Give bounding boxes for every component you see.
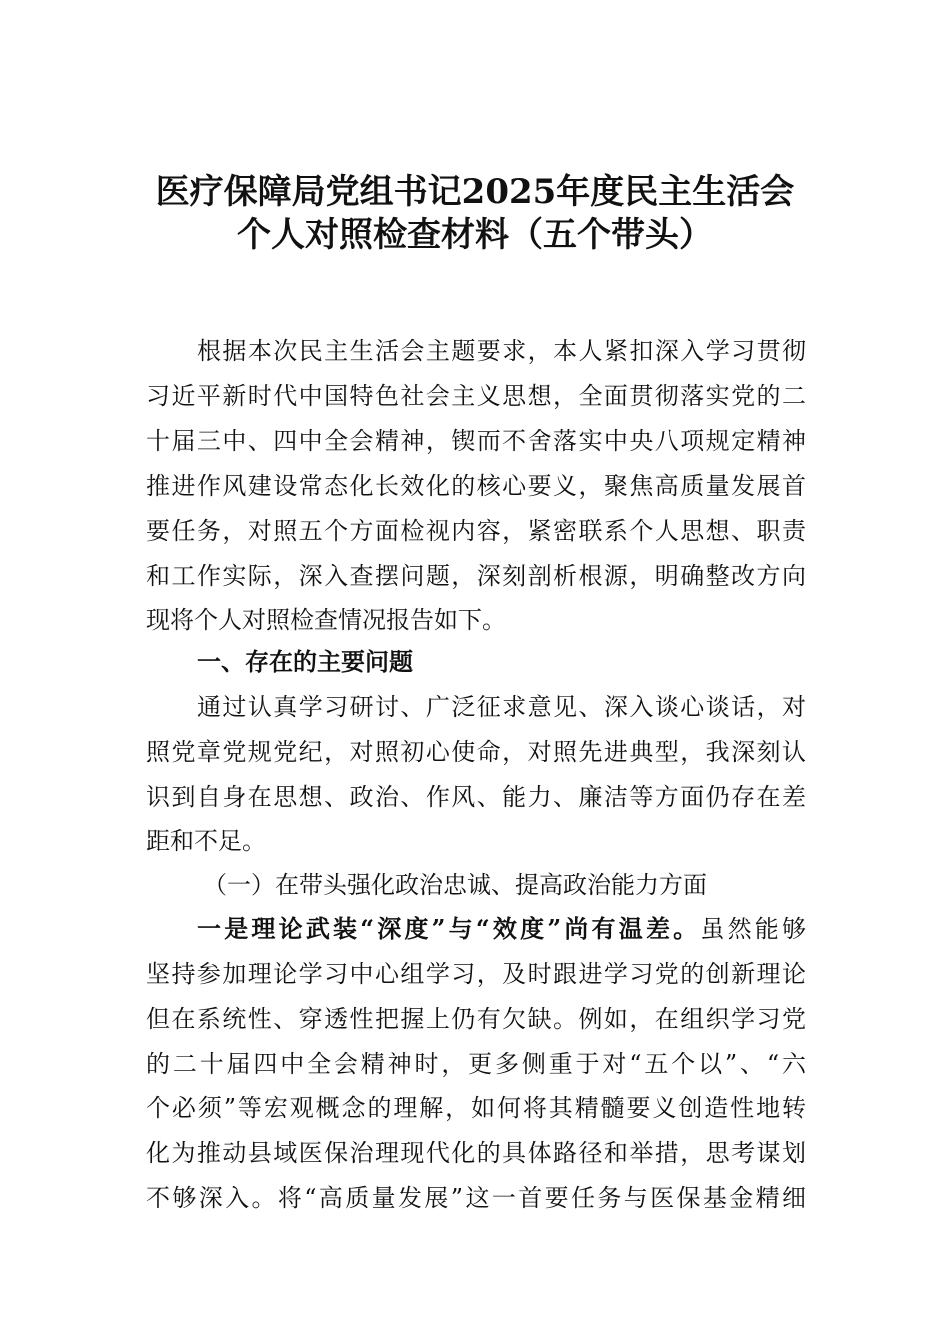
text-line: 和工作实际，深入查摆问题，深刻剖析根源，明确整改方向 xyxy=(146,562,806,590)
document-title-line-2: 个人对照检查材料（五个带头） xyxy=(237,215,713,255)
text-line: 十届三中、四中全会精神，锲而不舍落实中央八项规定精神 xyxy=(146,427,806,455)
section-heading: 一、存在的主要问题 xyxy=(197,648,413,676)
subsection-heading: （一）在带头强化政治忠诚、提高政治能力方面 xyxy=(203,871,707,899)
text-line: 的二十届四中全会精神时，更多侧重于对“五个以”、“六 xyxy=(146,1050,806,1078)
text-line: 现将个人对照检查情况报告如下。 xyxy=(146,606,506,634)
text-line xyxy=(197,914,806,944)
text-line: 不够深入。将“高质量发展”这一首要任务与医保基金精细 xyxy=(146,1184,806,1212)
text-line: 根据本次民主生活会主题要求，本人紧扣深入学习贯彻 xyxy=(197,337,806,365)
text-line: 化为推动县域医保治理现代化的具体路径和举措，思考谋划 xyxy=(146,1139,806,1167)
document-title-line-1: 医疗保障局党组书记2025年度民主生活会 xyxy=(155,172,795,212)
text-line: 要任务，对照五个方面检视内容，紧密联系个人思想、职责 xyxy=(146,517,806,545)
text-line: 个必须”等宏观概念的理解，如何将其精髓要义创造性地转 xyxy=(146,1094,806,1122)
text-line: 但在系统性、穿透性把握上仍有欠缺。例如，在组织学习党 xyxy=(146,1005,806,1033)
point-title: 一是理论武装“深度”与“效度”尚有温差。 xyxy=(197,914,701,943)
text-span: 虽然能够 xyxy=(700,915,806,943)
text-line: 习近平新时代中国特色社会主义思想，全面贯彻落实党的二 xyxy=(146,382,806,410)
text-line: 通过认真学习研讨、广泛征求意见、深入谈心谈话，对 xyxy=(197,693,806,721)
text-line: 照党章党规党纪，对照初心使命，对照先进典型，我深刻认 xyxy=(146,738,806,766)
text-line: 推进作风建设常态化长效化的核心要义，聚焦高质量发展首 xyxy=(146,472,806,500)
text-line: 距和不足。 xyxy=(146,827,266,855)
text-line: 识到自身在思想、政治、作风、能力、廉洁等方面仍存在差 xyxy=(146,783,806,811)
text-line: 坚持参加理论学习中心组学习，及时跟进学习党的创新理论 xyxy=(146,960,806,988)
